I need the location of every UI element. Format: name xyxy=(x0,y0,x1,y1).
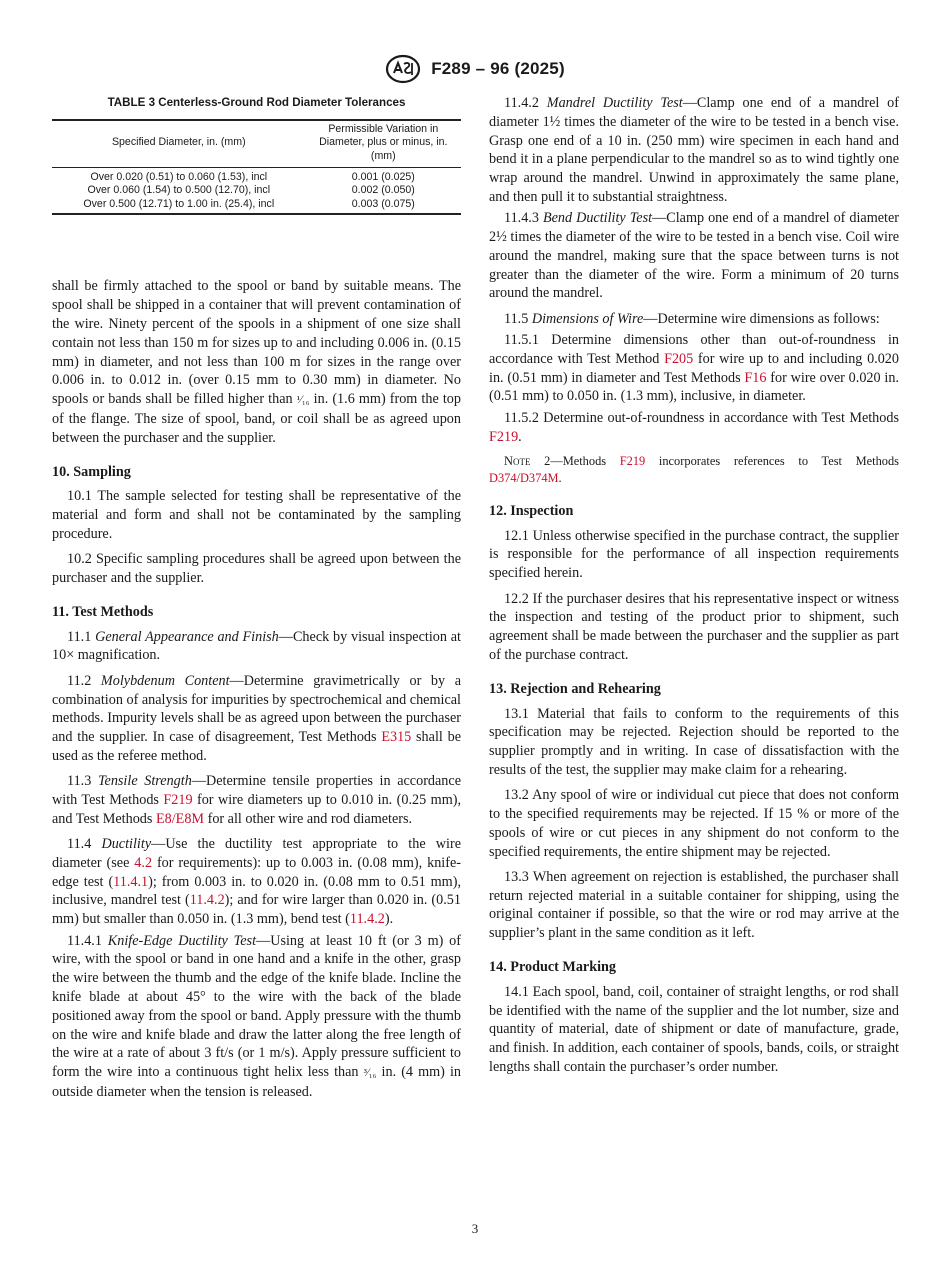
link-e8-e8m[interactable]: E8/E8M xyxy=(155,810,205,827)
heading-product-marking: 14. Product Marking xyxy=(489,959,617,976)
link-11-4-2-bend[interactable]: 11.4.2 xyxy=(349,911,385,928)
table-cell: 0.002 (0.050) xyxy=(351,184,415,197)
paragraph-11-5-1: 11.5.1 Determine dimensions other than out-of-roundness in accordance with Test Method F205 for wire up to and including 0.020 in. (0.51 mm) in diameter and Test Methods F16 for wire over 0.020 in. (0.51 mm) to 0.050 in. (1.3 mm), inclusive, in diameter. xyxy=(489,332,900,405)
table-cell: Over 0.500 (12.71) to 1.00 in. (25.4), incl xyxy=(52,198,306,215)
page-header xyxy=(0,54,950,84)
table-cell: Over 0.060 (1.54) to 0.500 (12.70), incl xyxy=(87,184,271,197)
paragraph-11-5-2: 11.5.2 Determine out-of-roundness in accordance with Test Methods F219. xyxy=(489,409,899,445)
heading-sampling: 10. Sampling xyxy=(52,463,131,480)
document-title: F289 – 96 (2025) xyxy=(431,59,565,78)
table-header-variation: Permissible Variation in Diameter, plus or minus, in. (mm) xyxy=(306,120,461,167)
paragraph-11-3: 11.3 Tensile Strength—Determine tensile properties in accordance with Test Methods F219 for wire diameters up to 0.010 in. (0.25 mm), and Test Methods E8/E8M for all other wire and rod diameters. xyxy=(52,773,461,827)
tolerance-table xyxy=(52,119,461,216)
paragraph-11-4-3: 11.4.3 Bend Ductility Test—Clamp one end of a mandrel of diameter 2½ times the diameter of the wire to be tested in a bench vise. Coil wire around the mandrel, making sure that the space between turns is not greater than the diameter of the wire. Form a minimum of 20 turns around the mandrel. xyxy=(489,210,899,302)
table-3 xyxy=(52,94,461,215)
link-d374[interactable]: D374/D374M xyxy=(489,470,559,485)
link-f205[interactable]: F205 xyxy=(664,350,694,367)
paragraph-13-1: 13.1 Material that fails to conform to the requirements of this specification may be rejected. Rejection should be reported to the supplier promptly and in writing. In case of dissatisfaction with the results of the test, the supplier may make claim for a rehearing. xyxy=(489,705,899,778)
paragraph-spool-continued: shall be firmly attached to the spool or band by suitable means. The spool shall be shipped in a container that will prevent contamination of the wire. Ninety percent of the spools in a shipment of one size shall contain not less than 150 m for sizes up to and including 0.006 in. (0.15 mm) in diameter, and not less than 100 m for sizes in the range over 0.006 in. to 0.012 in. (over 0.15 mm to 0.30 mm) in diameter. No spools or bands shall be filled higher than ¹⁄₁₆ in. (1.6 mm) from the top of the flange. The size of spool, band, or coil shall be as agreed upon between the purchaser and the supplier. xyxy=(52,278,461,446)
table-row xyxy=(52,198,461,215)
link-f219-note[interactable]: F219 xyxy=(619,453,646,468)
heading-rejection: 13. Rejection and Rehearing xyxy=(489,680,661,697)
page-number: 3 xyxy=(471,1221,479,1236)
table-cell: 0.003 (0.075) xyxy=(306,198,461,215)
table-row xyxy=(52,167,461,184)
table-caption: TABLE 3 Centerless-Ground Rod Diameter Tolerances xyxy=(107,96,406,109)
paragraph-10-2: 10.2 Specific sampling procedures shall be agreed upon between the purchaser and the supplier. xyxy=(52,551,461,587)
note-2: Note 2—Methods F219 incorporates references to Test Methods D374/D374M. xyxy=(489,453,899,485)
link-11-4-2[interactable]: 11.4.2 xyxy=(189,892,225,909)
paragraph-12-1: 12.1 Unless otherwise specified in the purchase contract, the supplier is responsible for the performance of all inspection requirements specified herein. xyxy=(489,527,899,582)
paragraph-12-2: 12.2 If the purchaser desires that his representative inspect or witness the inspection and testing of the product prior to shipment, such agreement shall be made between the purchaser and the supplier as part of the purchase contract. xyxy=(489,590,899,663)
table-row xyxy=(52,184,461,198)
link-f219-roundness[interactable]: F219 xyxy=(489,428,519,445)
table-header-diameter: Specified Diameter, in. (mm) xyxy=(52,120,306,167)
paragraph-11-2: 11.2 Molybdenum Content—Determine gravimetrically or by a combination of analysis for impurities by spectrochemical and chemical methods. Impurity levels shall be as agreed upon between the purchaser and the supplier. In case of disagreement, Test Methods E315 shall be used as the referee method. xyxy=(52,672,461,764)
link-f16[interactable]: F16 xyxy=(744,369,767,386)
paragraph-11-4-1: 11.4.1 Knife-Edge Ductility Test—Using at least 10 ft (or 3 m) of wire, with the spool or band in one hand and a knife in the other, grasp the wire between the thumb and the edge of the knife blade. Incline the knife blade at about 45° to the wire with the back of the blade positioned away from the spool or band. Apply pressure with the thumb on the wire and knife blade and draw the latter along the free length of the wire at a rate of about 3 ft/s (or 1 m/s). Apply pressure sufficient to form the wire into a continuous tight helix less than ³⁄₁₆ in. (4 mm) in outside diameter when the tension is released. xyxy=(52,932,461,1100)
paragraph-13-2: 13.2 Any spool of wire or individual cut piece that does not conform to the specified requirements may be rejected. If 15 % or more of the spools of wire or cut pieces in any shipment do not conform to the specified requirements, the entire shipment may be rejected. xyxy=(489,787,899,860)
astm-logo-icon xyxy=(385,54,421,84)
link-4-2[interactable]: 4.2 xyxy=(134,854,153,871)
paragraph-11-4-2: 11.4.2 Mandrel Ductility Test—Clamp one end of a mandrel of diameter 1½ times the diameter of the wire to be tested in a bench vise. Grasp one end of a 10 in. (250 mm) wire specimen in each hand and bend it in a plane perpendicular to the mandrel so as to wind tightly one wrap around the mandrel. Unwind in approximately the same plane, and then pull it to substantial straightness. xyxy=(489,95,899,205)
link-e315[interactable]: E315 xyxy=(381,729,412,746)
right-column xyxy=(489,94,899,1083)
paragraph-10-1: 10.1 The sample selected for testing shall be representative of the material and form and shall not be contaminated by the sampling procedure. xyxy=(52,488,461,542)
heading-inspection: 12. Inspection xyxy=(489,502,574,519)
table-cell: 0.001 (0.025) xyxy=(351,170,415,183)
paragraph-11-1: 11.1 General Appearance and Finish—Check by visual inspection at 10× magnification. xyxy=(52,628,461,664)
left-column xyxy=(52,94,461,1108)
paragraph-14-1: 14.1 Each spool, band, coil, container of straight lengths, or rod shall be identified with the name of the supplier and the lot number, size and quantity of material, date of shipment or date of manufacture, grade, and finish. In addition, each container of spools, bands, coils, or straight lengths shall contain the purchaser’s order number. xyxy=(489,983,899,1076)
paragraph-11-5: 11.5 Dimensions of Wire—Determine wire dimensions as follows: xyxy=(504,310,880,327)
link-11-4-1[interactable]: 11.4.1 xyxy=(113,873,149,890)
paragraph-11-4: 11.4 Ductility—Use the ductility test appropriate to the wire diameter (see 4.2 for requirements): up to 0.003 in. (0.08 mm), knife-edge test (11.4.1); from 0.003 in. to 0.020 in. (0.08 mm to 0.51 mm), inclusive, mandrel test (11.4.2); and for wire larger than 0.020 in. (0.51 mm) but smaller than 0.050 in. (1.3 mm), bend test (11.4.2). xyxy=(52,836,461,928)
link-f219[interactable]: F219 xyxy=(163,791,193,808)
paragraph-13-3: 13.3 When agreement on rejection is established, the purchaser shall return rejected material in a suitable container for shipping, using the original container if possible, so that the wire or rod may arrive at the supplier’s plant in the same condition as it left. xyxy=(489,868,899,942)
heading-test-methods: 11. Test Methods xyxy=(52,603,154,620)
table-cell: Over 0.020 (0.51) to 0.060 (1.53), incl xyxy=(90,170,268,183)
